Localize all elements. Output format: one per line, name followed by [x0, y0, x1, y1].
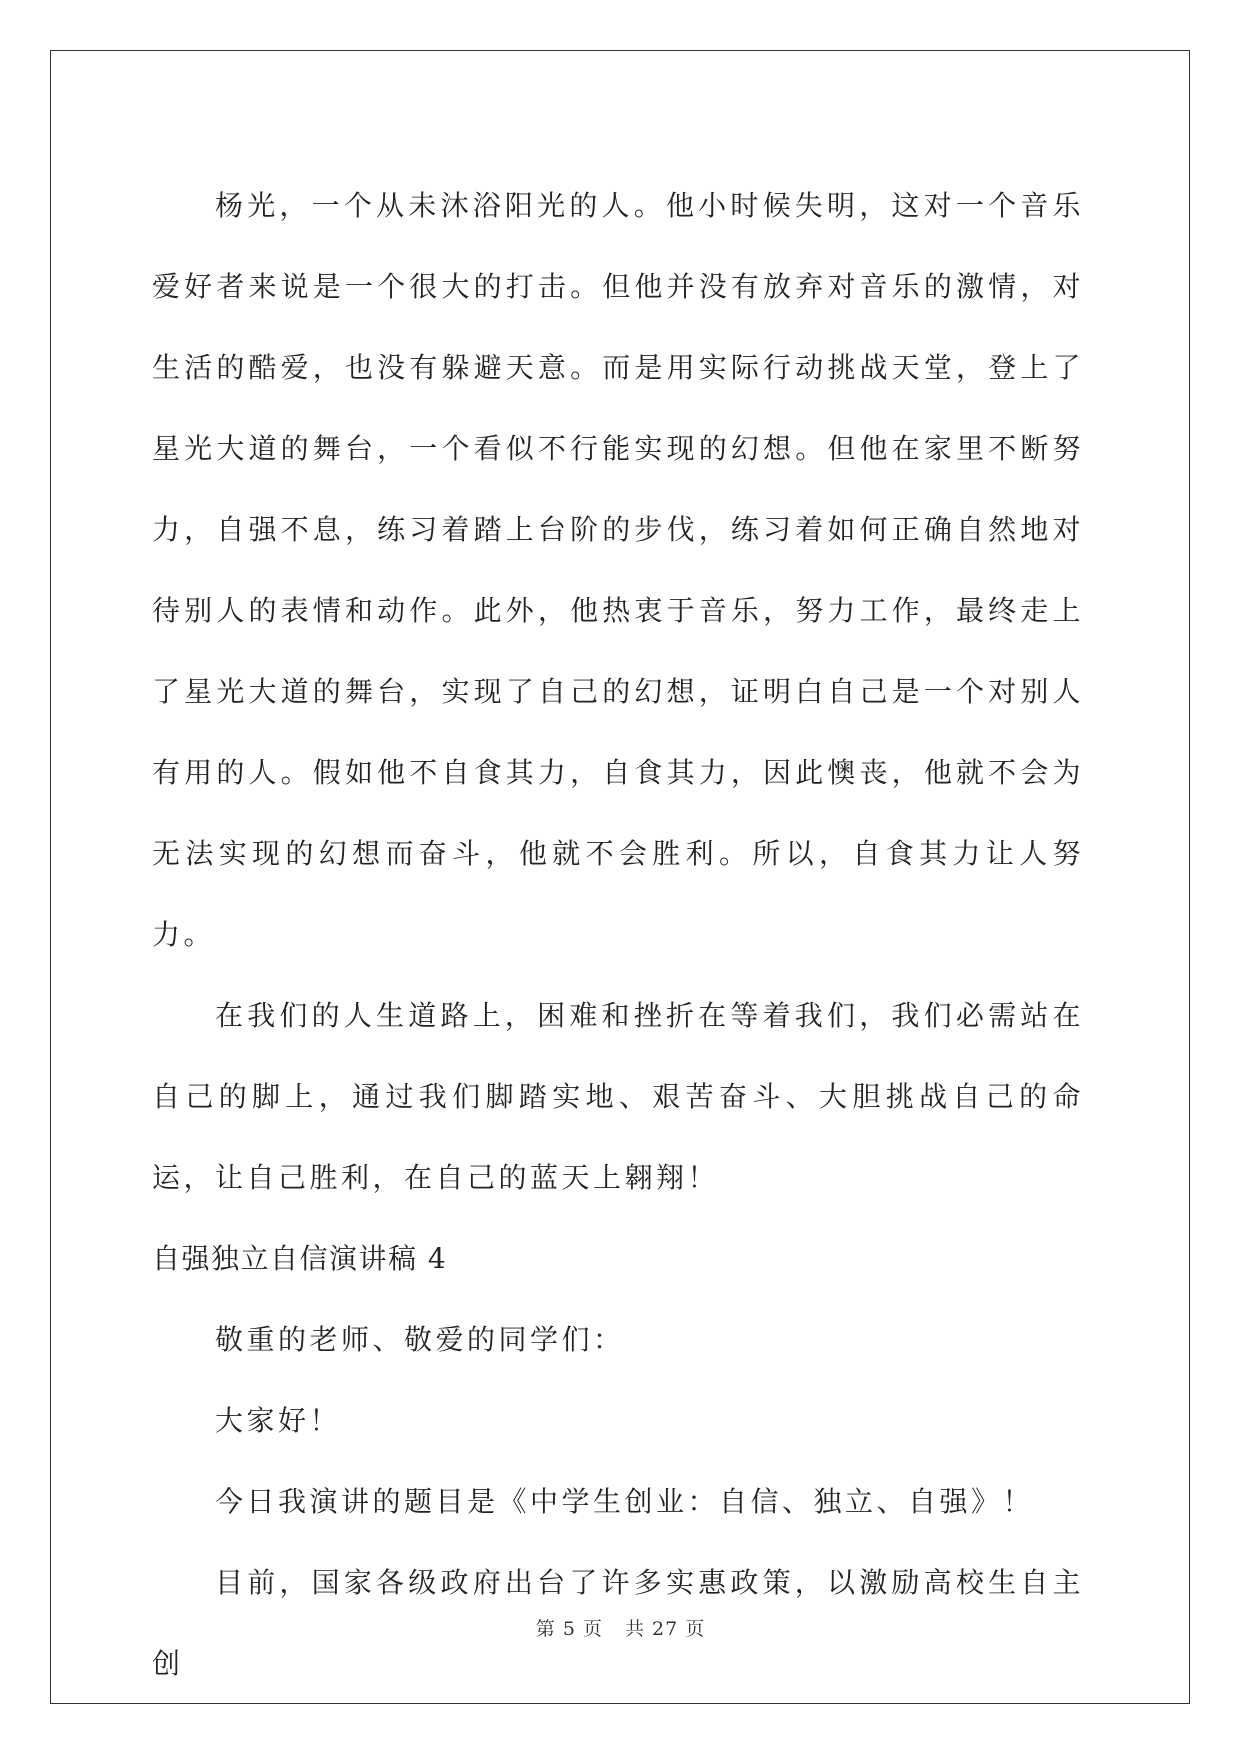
salutation: 敬重的老师、敬爱的同学们： — [215, 1323, 625, 1356]
paragraph-policy: 目前，国家各级政府出台了许多实惠政策，以激励高校生自主创 — [152, 1566, 1084, 1680]
document-body — [152, 165, 1084, 1704]
speech-topic: 今日我演讲的题目是《中学生创业：自信、独立、自强》！ — [215, 1485, 1035, 1518]
section-heading: 自强独立自信演讲稿 4 — [152, 1242, 448, 1275]
paragraph-life-road: 在我们的人生道路上，困难和挫折在等着我们，我们必需站在自己的脚上，通过我们脚踏实地、艰苦奋斗、大胆挑战自己的命运，让自己胜利，在自己的蓝天上翱翔！ — [152, 999, 1084, 1194]
page-number: 第 5 页 — [535, 1618, 603, 1640]
paragraph-yang-guang: 杨光，一个从未沐浴阳光的人。他小时候失明，这对一个音乐爱好者来说是一个很大的打击。但他并没有放弃对音乐的激情，对生活的酷爱，也没有躲避天意。而是用实际行动挑战天堂，登上了星光大道的舞台，一个看似不行能实现的幻想。但他在家里不断努力，自强不息，练习着踏上台阶的步伐，练习着如何正确自然地对待别人的表情和动作。此外，他热衷于音乐，努力工作，最终走上了星光大道的舞台，实现了自己的幻想，证明白自己是一个对别人有用的人。假如他不自食其力，自食其力，因此懊丧，他就不会为无法实现的幻想而奋斗，他就不会胜利。所以，自食其力让人努力。 — [152, 189, 1084, 951]
page-footer — [0, 1614, 1241, 1641]
greeting: 大家好！ — [215, 1404, 342, 1437]
page-total: 共 27 页 — [624, 1618, 706, 1640]
